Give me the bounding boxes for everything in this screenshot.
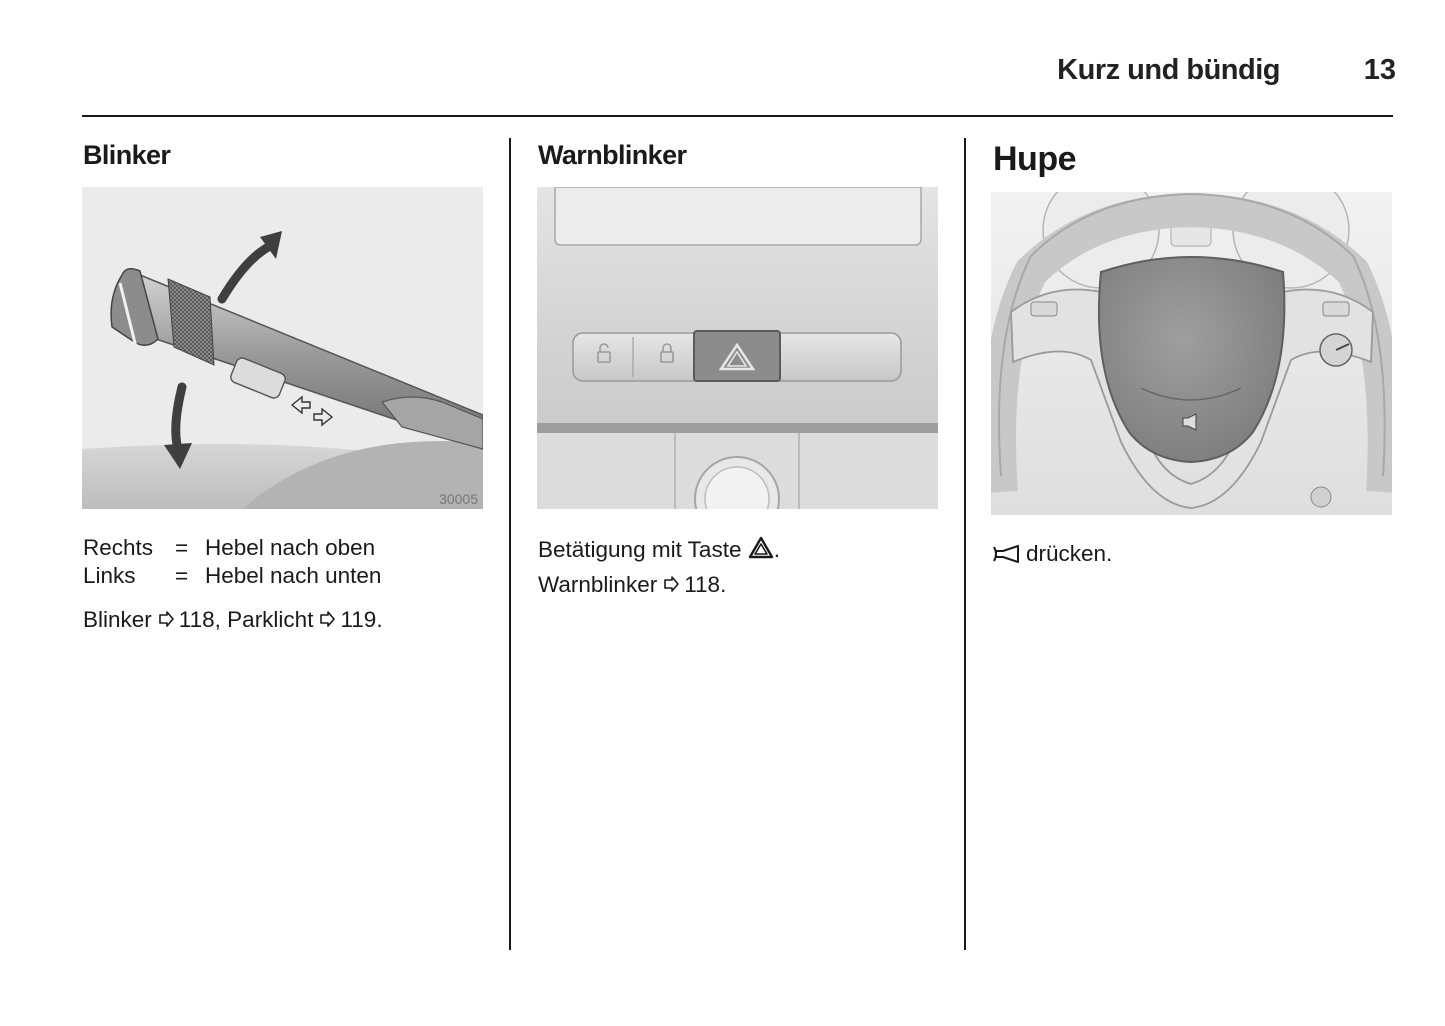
definition-term: Links	[83, 563, 136, 588]
turn-signal-lever-illustration	[82, 187, 483, 509]
header-divider	[82, 115, 1393, 117]
definition-separator: =	[175, 535, 189, 560]
reference-arrow-icon	[662, 575, 680, 593]
steering-wheel-horn-illustration	[991, 192, 1392, 515]
definition-description: Hebel nach oben	[205, 535, 376, 560]
warnblinker-ref-page[interactable]: 118.	[684, 572, 727, 597]
page-number: 13	[1363, 54, 1396, 86]
hupe-instruction	[992, 540, 1112, 568]
hazard-button-illustration	[537, 187, 938, 509]
blinker-heading: Blinker	[83, 140, 171, 170]
blinker-ref-label: Blinker	[83, 607, 152, 632]
reference-arrow-icon	[318, 610, 336, 628]
hupe-text: drücken.	[1026, 541, 1113, 566]
hazard-triangle-icon	[748, 536, 774, 560]
column-divider-right	[964, 138, 966, 950]
figure-code-blinker: 30005	[439, 491, 478, 507]
definition-row-right	[83, 534, 381, 562]
parklicht-ref-page[interactable]: 119.	[340, 607, 383, 632]
column-divider-left	[509, 138, 511, 950]
warnblinker-heading: Warnblinker	[538, 140, 687, 170]
warnblinker-ref-label: Warnblinker	[538, 572, 658, 597]
horn-icon	[992, 545, 1020, 563]
hupe-heading: Hupe	[993, 140, 1076, 178]
warnblinker-reference	[538, 571, 726, 599]
blinker-ref-page[interactable]: 118,	[178, 607, 221, 632]
warnblinker-text-end: .	[773, 537, 780, 562]
warnblinker-text: Betätigung mit Taste	[538, 537, 742, 562]
definition-term: Rechts	[83, 535, 154, 560]
definition-row-left	[83, 562, 381, 590]
turn-signal-definitions	[83, 534, 381, 590]
definition-description: Hebel nach unten	[205, 563, 382, 588]
parklicht-ref-label: Parklicht	[227, 607, 314, 632]
reference-arrow-icon	[157, 610, 175, 628]
definition-separator: =	[175, 563, 189, 588]
running-header-title: Kurz und bündig	[1057, 54, 1280, 86]
blinker-references	[83, 606, 383, 634]
warnblinker-instruction	[538, 536, 780, 564]
